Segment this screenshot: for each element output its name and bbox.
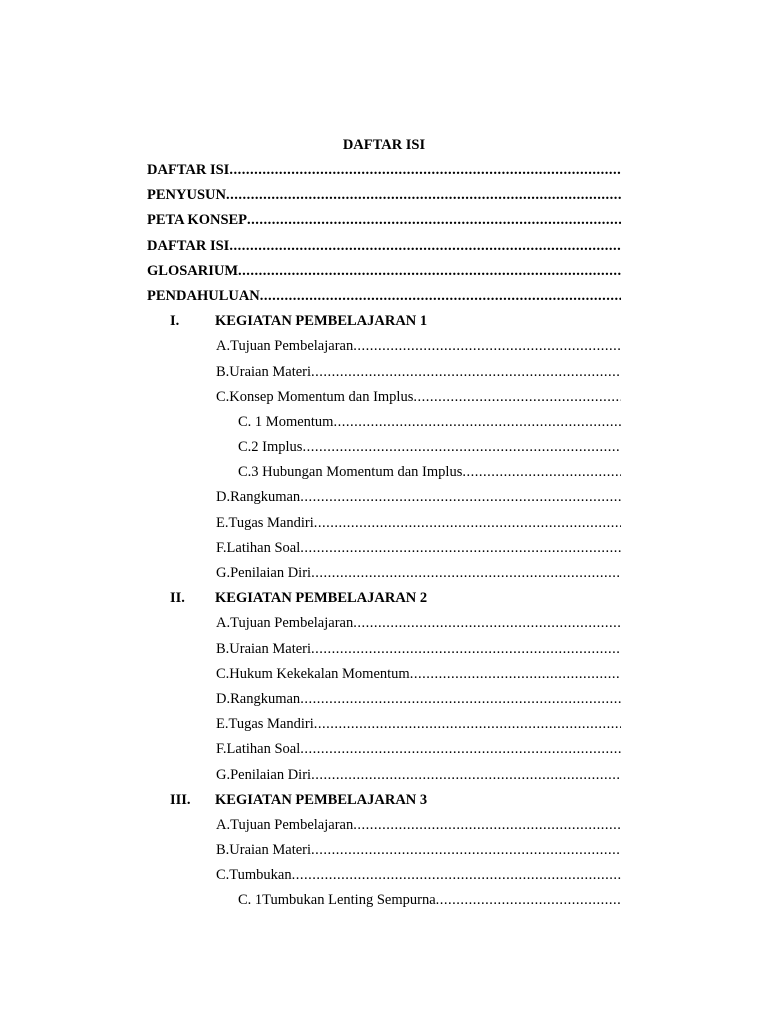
item-letter: C. — [216, 867, 230, 884]
dot-leader — [300, 540, 621, 557]
dot-leader — [311, 641, 621, 658]
item-letter: B. — [216, 842, 230, 859]
dot-leader — [353, 817, 621, 834]
item-label: Uraian Materi — [229, 842, 312, 859]
item-letter: D. — [216, 690, 231, 707]
toc-subitem[interactable] — [147, 414, 621, 439]
subitem-label: C. 1 Momentum — [238, 413, 334, 430]
dot-leader — [410, 666, 621, 683]
item-letter: G. — [216, 766, 231, 783]
dot-leader — [314, 515, 621, 532]
dot-leader — [300, 741, 621, 758]
subitem-label: C. 1Tumbukan Lenting Sempurna — [238, 892, 436, 909]
toc-item[interactable] — [147, 741, 621, 766]
toc-item[interactable] — [147, 489, 621, 514]
item-label: Uraian Materi — [229, 640, 312, 657]
subitem-label: C.3 Hubungan Momentum dan Implus — [238, 464, 463, 481]
page-title: DAFTAR ISI — [342, 137, 426, 153]
toc-entry-label: GLOSARIUM — [147, 262, 239, 279]
dot-leader — [302, 439, 621, 456]
dot-leader — [260, 288, 621, 305]
toc-subitem[interactable] — [147, 464, 621, 489]
toc-entry-label: PETA KONSEP — [147, 212, 248, 229]
item-label: Penilaian Diri — [230, 565, 312, 581]
item-letter: G. — [216, 565, 231, 581]
section-title: KEGIATAN PEMBELAJARAN 3 — [215, 791, 428, 808]
toc-item[interactable] — [147, 338, 621, 363]
item-letter: E. — [216, 716, 229, 733]
dot-leader — [300, 489, 621, 506]
toc-entry-label: PENDAHULUAN — [147, 287, 260, 304]
toc-entry[interactable] — [147, 238, 621, 263]
item-label: Konsep Momentum dan Implus — [229, 388, 414, 405]
toc-entry[interactable] — [147, 263, 621, 288]
dot-leader — [353, 338, 621, 355]
dot-leader — [311, 767, 621, 784]
item-label: Tugas Mandiri — [228, 514, 314, 531]
dot-leader — [229, 238, 621, 255]
toc-item[interactable] — [147, 641, 621, 666]
dot-leader — [462, 464, 621, 481]
item-label: Tumbukan — [229, 867, 292, 884]
toc-item[interactable] — [147, 716, 621, 741]
item-letter: A. — [216, 816, 231, 833]
item-label: Rangkuman — [230, 489, 301, 506]
toc-item[interactable] — [147, 364, 621, 389]
dot-leader — [436, 892, 621, 909]
section-heading-2[interactable] — [147, 590, 621, 615]
toc-item[interactable] — [147, 666, 621, 691]
toc-item[interactable] — [147, 389, 621, 414]
section-title: KEGIATAN PEMBELAJARAN 2 — [215, 590, 428, 607]
toc-item[interactable] — [147, 817, 621, 842]
item-label: Tujuan Pembelajaran — [230, 816, 354, 833]
section-title: KEGIATAN PEMBELAJARAN 1 — [215, 313, 428, 330]
toc-item[interactable] — [147, 540, 621, 565]
toc-entry-label: PENYUSUN — [147, 187, 226, 204]
dot-leader — [292, 867, 621, 884]
item-letter: A. — [216, 615, 231, 632]
toc-entry[interactable] — [147, 162, 621, 187]
dot-leader — [353, 615, 621, 632]
item-label: Tujuan Pembelajaran — [230, 338, 354, 355]
item-letter: B. — [216, 640, 230, 657]
section-numeral: III. — [170, 791, 191, 808]
dot-leader — [311, 842, 621, 859]
item-letter: B. — [216, 363, 230, 380]
item-label: Rangkuman — [230, 690, 301, 707]
item-label: Latihan Soal — [226, 741, 301, 758]
toc-entry[interactable] — [147, 288, 621, 313]
toc-item[interactable] — [147, 515, 621, 540]
dot-leader — [413, 389, 621, 406]
dot-leader — [333, 414, 621, 431]
dot-leader — [238, 263, 621, 280]
item-label: Tugas Mandiri — [228, 716, 314, 733]
section-heading-1[interactable] — [147, 313, 621, 338]
item-letter: C. — [216, 388, 230, 405]
toc-entry[interactable] — [147, 187, 621, 212]
item-label: Latihan Soal — [226, 539, 301, 556]
toc-item[interactable] — [147, 867, 621, 892]
dot-leader — [247, 212, 621, 229]
item-label: Penilaian Diri — [230, 766, 312, 783]
item-letter: D. — [216, 489, 231, 506]
table-of-contents — [147, 162, 621, 918]
toc-entry-label: DAFTAR ISI — [147, 162, 230, 178]
item-letter: A. — [216, 338, 231, 355]
toc-item[interactable] — [147, 767, 621, 792]
item-label: Uraian Materi — [229, 363, 312, 380]
subitem-label: C.2 Implus — [238, 439, 303, 456]
toc-item[interactable] — [147, 615, 621, 640]
dot-leader — [226, 187, 621, 204]
toc-entry[interactable] — [147, 212, 621, 237]
item-letter: E. — [216, 514, 229, 531]
section-heading-3[interactable] — [147, 792, 621, 817]
toc-item[interactable] — [147, 691, 621, 716]
item-letter: F. — [216, 741, 227, 758]
dot-leader — [229, 162, 621, 179]
dot-leader — [300, 691, 621, 708]
item-label: Hukum Kekekalan Momentum — [229, 665, 410, 682]
item-label: Tujuan Pembelajaran — [230, 615, 354, 632]
dot-leader — [314, 716, 621, 733]
toc-item[interactable] — [147, 565, 621, 590]
item-letter: C. — [216, 665, 230, 682]
section-numeral: I. — [170, 313, 180, 330]
toc-entry-label: DAFTAR ISI — [147, 237, 230, 254]
section-numeral: II. — [170, 590, 185, 607]
toc-item[interactable] — [147, 842, 621, 867]
item-letter: F. — [216, 539, 227, 556]
dot-leader — [311, 565, 621, 582]
toc-subitem[interactable] — [147, 892, 621, 917]
toc-subitem[interactable] — [147, 439, 621, 464]
dot-leader — [311, 364, 621, 381]
